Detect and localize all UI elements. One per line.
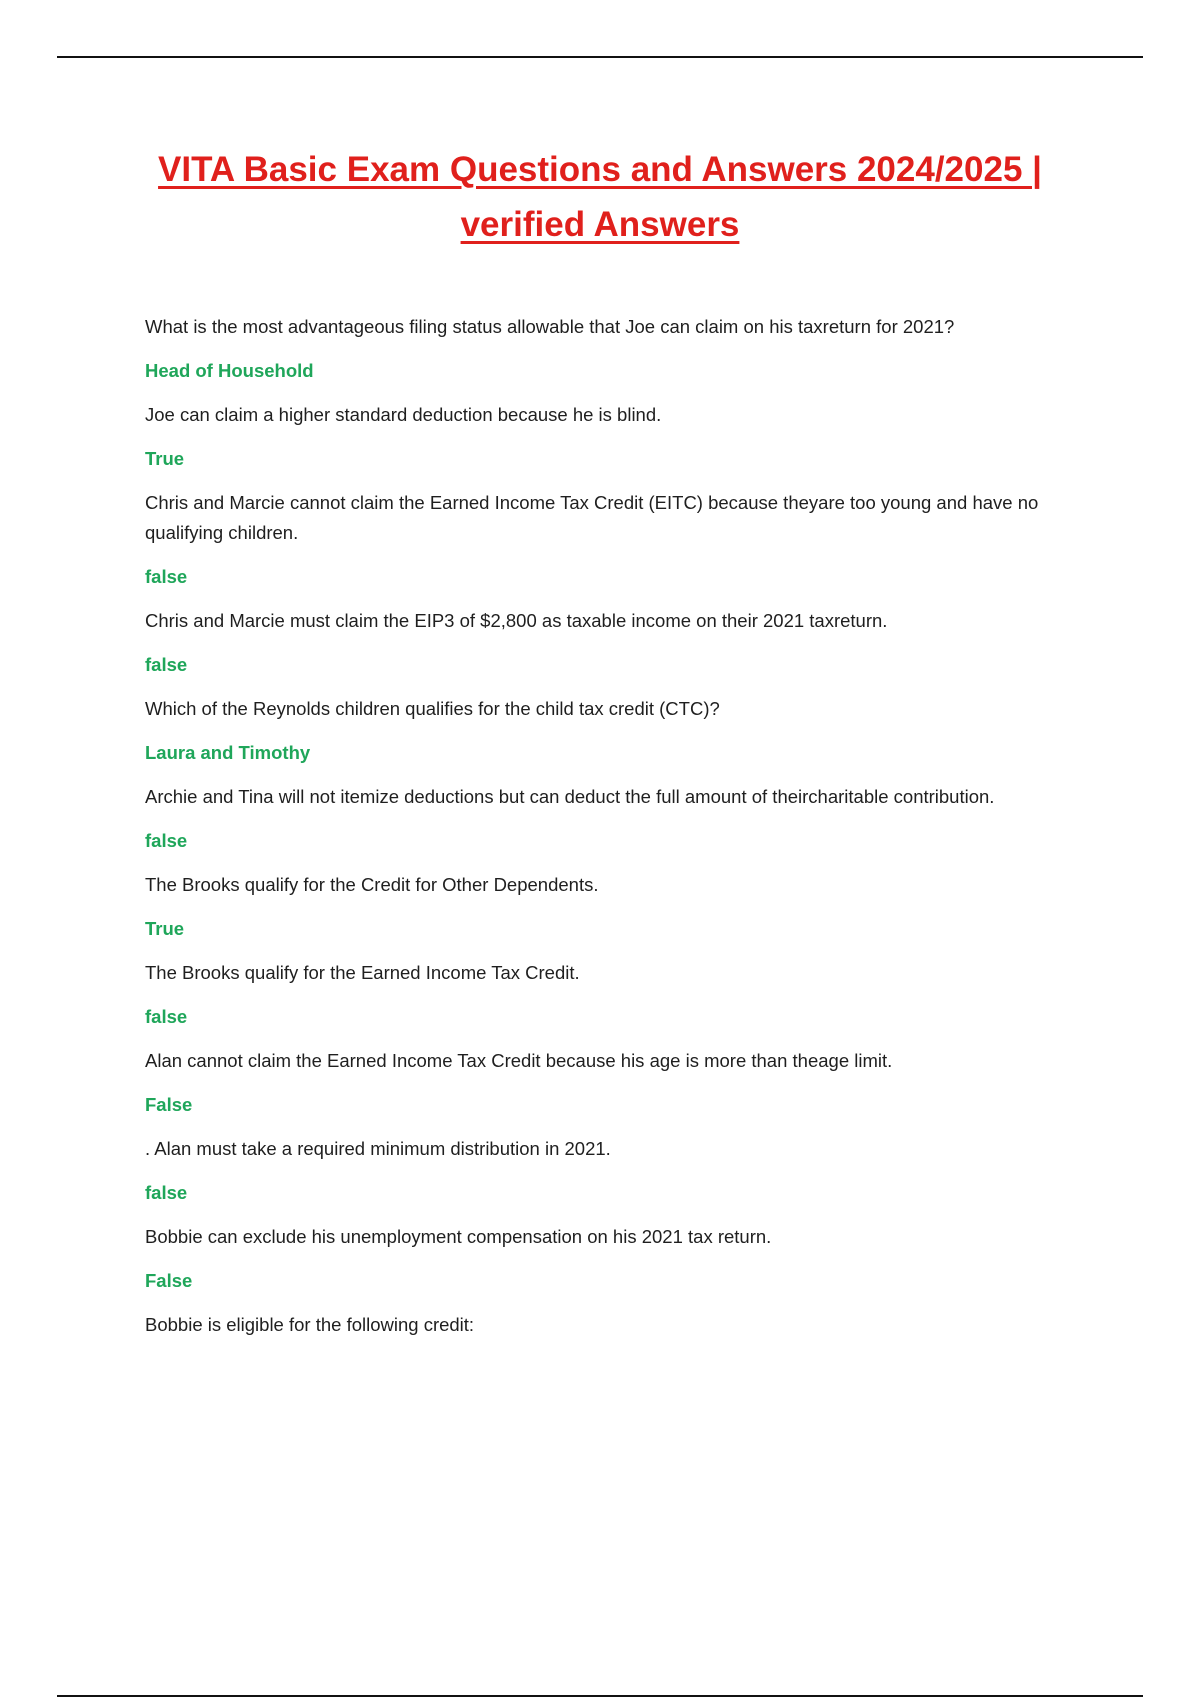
question-3: Chris and Marcie cannot claim the Earned Income Tax Credit (EITC) because theyare too young and have no qualifying children. xyxy=(145,492,1039,543)
question-7: The Brooks qualify for the Credit for Other Dependents. xyxy=(145,874,599,895)
title-line-2: verified Answers xyxy=(460,205,740,244)
answer-9: False xyxy=(145,1094,193,1115)
document-title xyxy=(100,142,1100,252)
question-11: Bobbie can exclude his unemployment compensation on his 2021 tax return. xyxy=(145,1226,772,1247)
answer-11: False xyxy=(145,1270,193,1291)
answer-3: false xyxy=(145,566,188,587)
question-1: What is the most advantageous filing status allowable that Joe can claim on his taxreturn for 2021? xyxy=(145,316,955,337)
question-2: Joe can claim a higher standard deduction because he is blind. xyxy=(145,404,662,425)
bottom-rule xyxy=(57,1695,1143,1697)
question-5: Which of the Reynolds children qualifies for the child tax credit (CTC)? xyxy=(145,698,720,719)
answer-1: Head of Household xyxy=(145,360,314,381)
question-4: Chris and Marcie must claim the EIP3 of $2,800 as taxable income on their 2021 taxreturn. xyxy=(145,610,888,631)
answer-2: True xyxy=(145,448,185,469)
question-9: Alan cannot claim the Earned Income Tax Credit because his age is more than theage limit. xyxy=(145,1050,893,1071)
top-rule xyxy=(57,56,1143,58)
qa-list xyxy=(145,312,1085,1354)
question-6: Archie and Tina will not itemize deductions but can deduct the full amount of theircharitable contribution. xyxy=(145,786,995,807)
answer-4: false xyxy=(145,654,188,675)
question-12: Bobbie is eligible for the following credit: xyxy=(145,1314,475,1335)
question-10: . Alan must take a required minimum distribution in 2021. xyxy=(145,1138,611,1159)
answer-10: false xyxy=(145,1182,188,1203)
answer-8: false xyxy=(145,1006,188,1027)
answer-7: True xyxy=(145,918,185,939)
title-line-1: VITA Basic Exam Questions and Answers 2024/2025 | xyxy=(158,150,1042,189)
answer-6: false xyxy=(145,830,188,851)
answer-5: Laura and Timothy xyxy=(145,742,311,763)
question-8: The Brooks qualify for the Earned Income Tax Credit. xyxy=(145,962,580,983)
